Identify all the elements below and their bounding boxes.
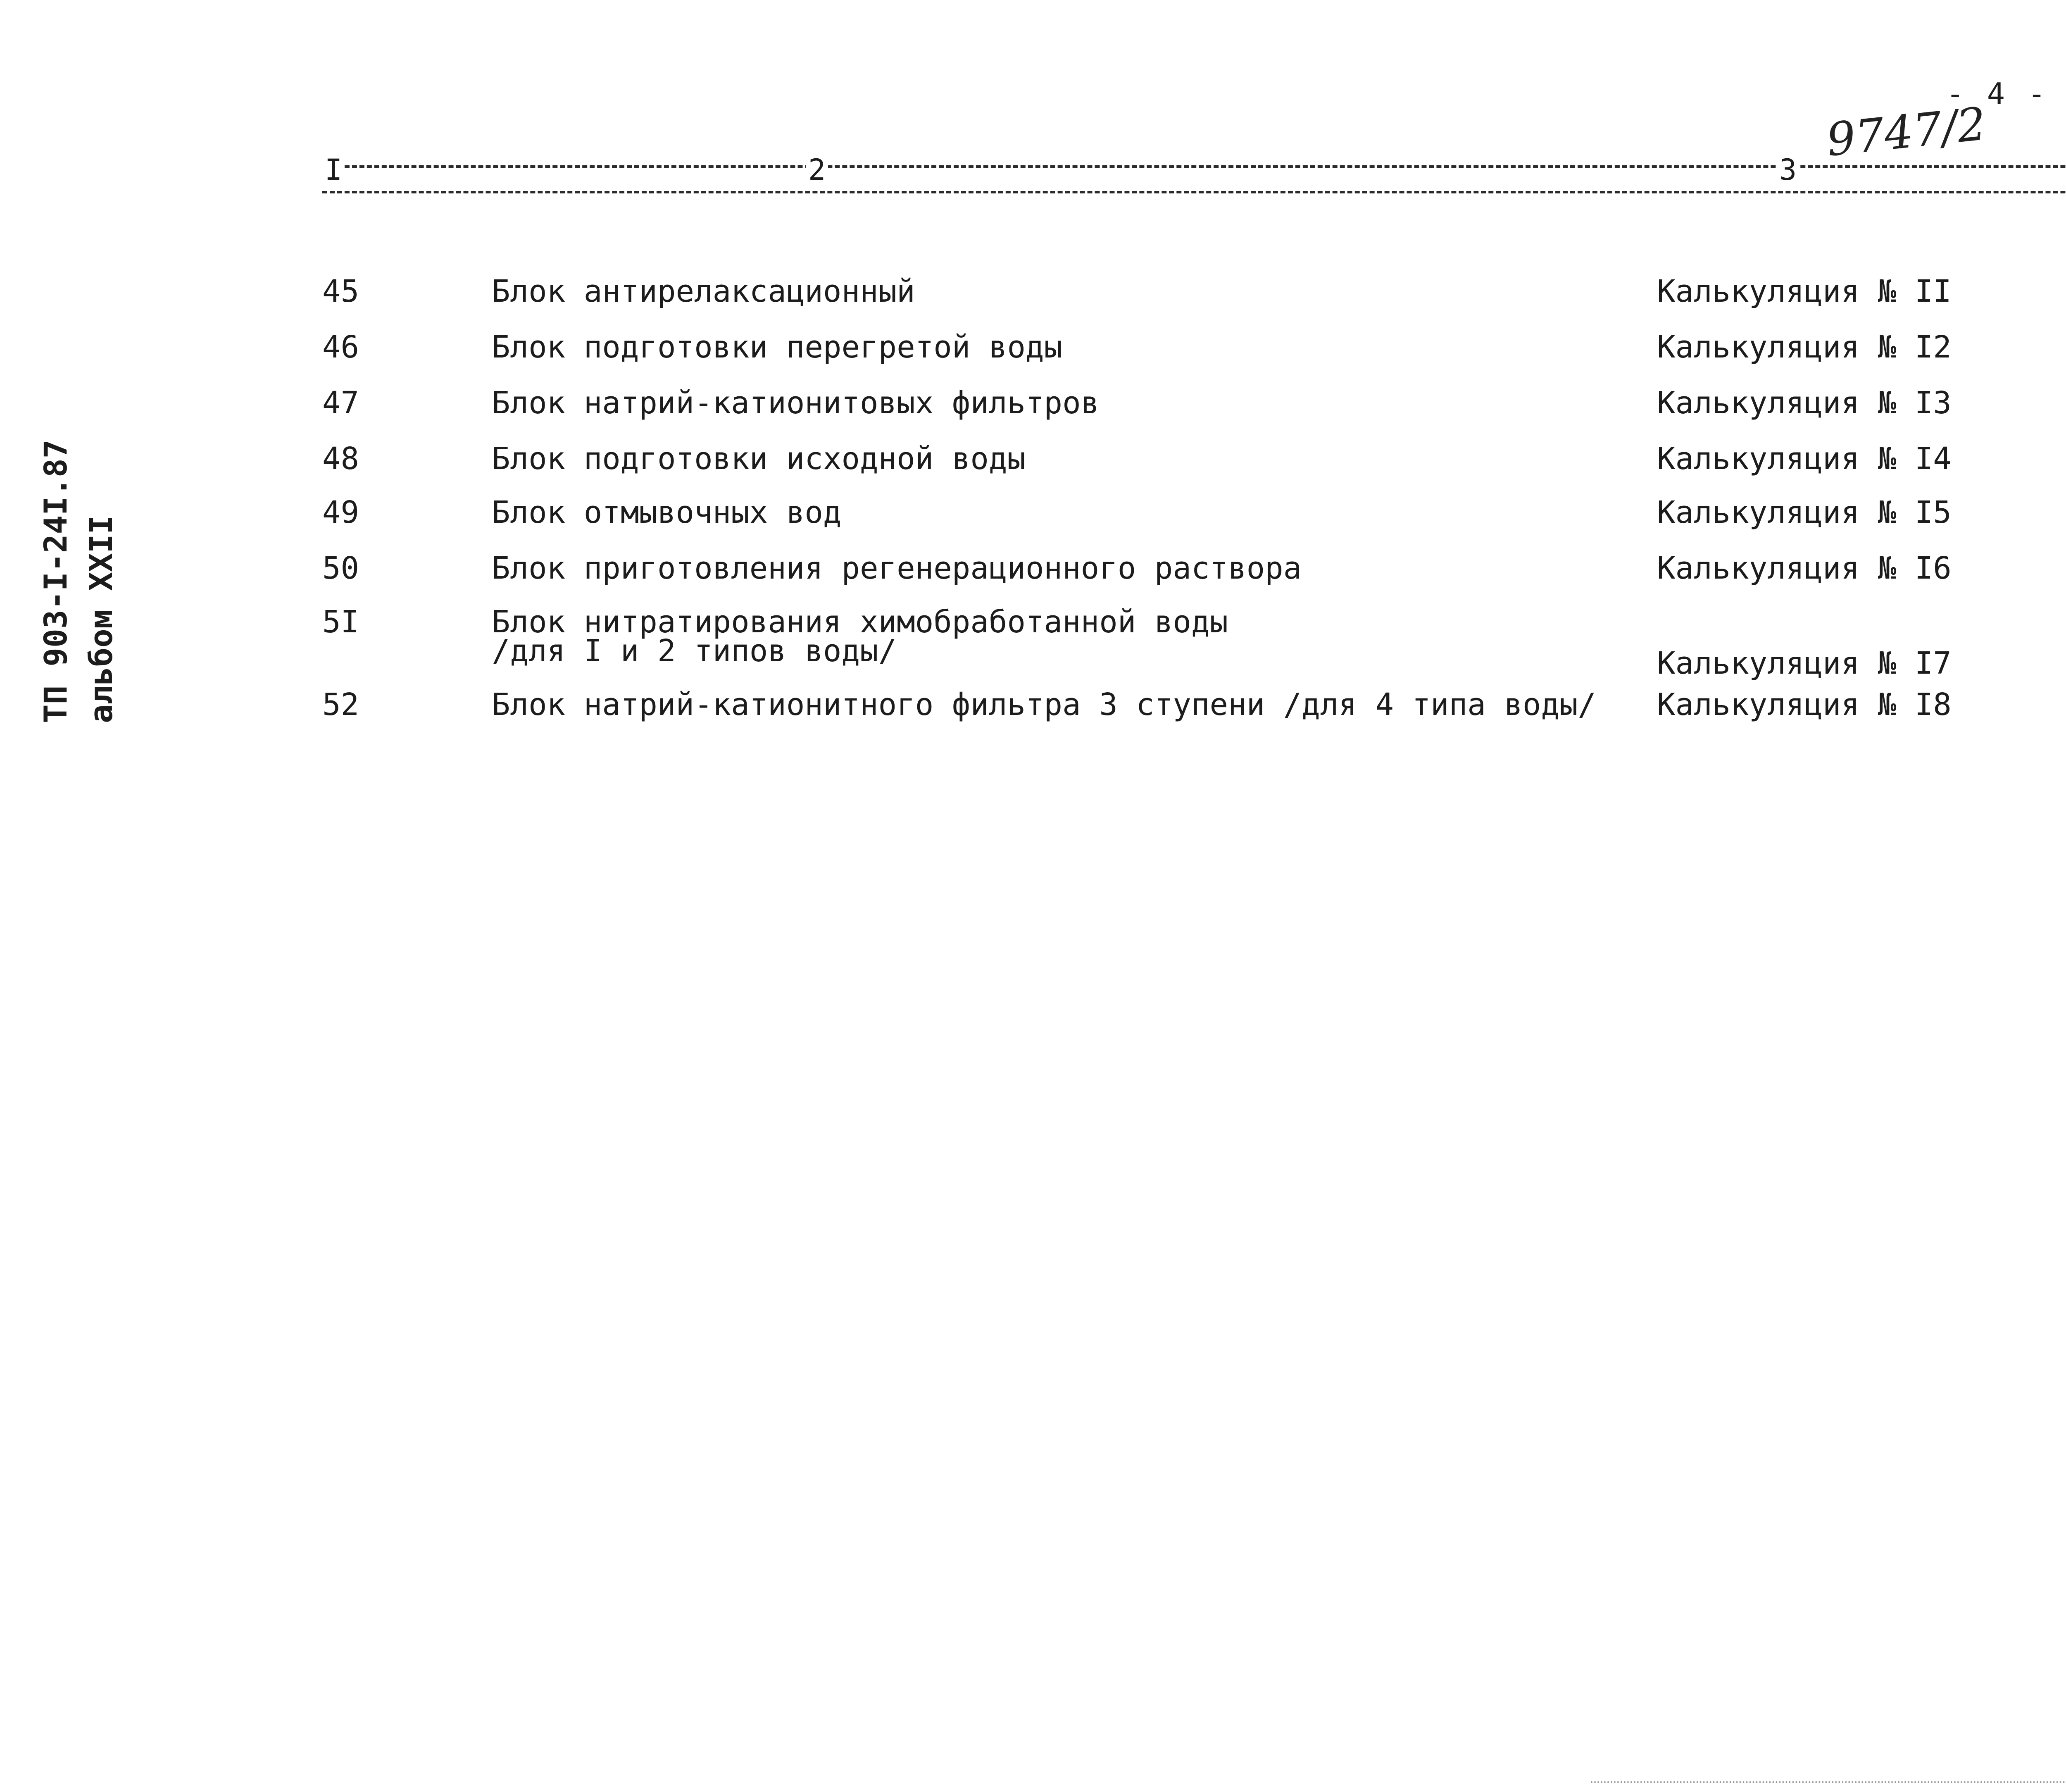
side-stamp <box>33 440 124 723</box>
row-number: 45 <box>322 274 359 309</box>
row-calculation: Калькуляция № I6 <box>1657 550 1952 586</box>
row-title: Блок подготовки исходной воды <box>492 441 1026 477</box>
page-number: - 4 - <box>1946 76 2048 111</box>
row-title: Блок отмывочных вод <box>492 495 842 530</box>
row-calculation: Калькуляция № I2 <box>1657 329 1952 365</box>
header-rule-top <box>322 165 2066 168</box>
column-number-1: I <box>322 153 345 187</box>
row-calculation: Калькуляция № II <box>1657 274 1952 309</box>
row-number: 52 <box>322 687 359 722</box>
row-title: Блок натрий-катионитовых фильтров <box>492 385 1100 421</box>
column-number-2: 2 <box>806 153 828 187</box>
side-stamp-line-1: ТП 903-I-24I.87 <box>37 439 74 723</box>
row-number: 50 <box>322 550 359 586</box>
row-number: 5I <box>322 604 359 640</box>
row-title: Блок натрий-катионитного фильтра 3 ступени /для 4 типа воды/ <box>492 687 1597 722</box>
row-title: Блок подготовки перегретой воды <box>492 329 1063 365</box>
column-number-3: 3 <box>1777 153 1799 187</box>
row-number: 49 <box>322 495 359 530</box>
side-stamp-line-2: альбом XXII <box>83 515 119 723</box>
row-calculation: Калькуляция № I4 <box>1657 441 1952 477</box>
row-title: Блок нитратирования химобработанной воды <box>492 604 1228 640</box>
row-title: Блок приготовления регенерационного раствора <box>492 550 1302 586</box>
row-calculation: Калькуляция № I3 <box>1657 385 1952 421</box>
row-number: 47 <box>322 385 359 421</box>
header-rule-bottom <box>322 191 2066 193</box>
bottom-rule <box>1591 1781 2066 1783</box>
row-number: 48 <box>322 441 359 477</box>
handwritten-archive-number: 9747/2 <box>1824 97 1989 167</box>
row-calculation: Калькуляция № I8 <box>1657 687 1952 722</box>
row-calculation: Калькуляция № I7 <box>1657 646 1952 681</box>
row-number: 46 <box>322 329 359 365</box>
row-calculation: Калькуляция № I5 <box>1657 495 1952 530</box>
row-title-line-2: /для I и 2 типов воды/ <box>492 633 897 669</box>
row-title: Блок антирелаксационный <box>492 274 915 309</box>
